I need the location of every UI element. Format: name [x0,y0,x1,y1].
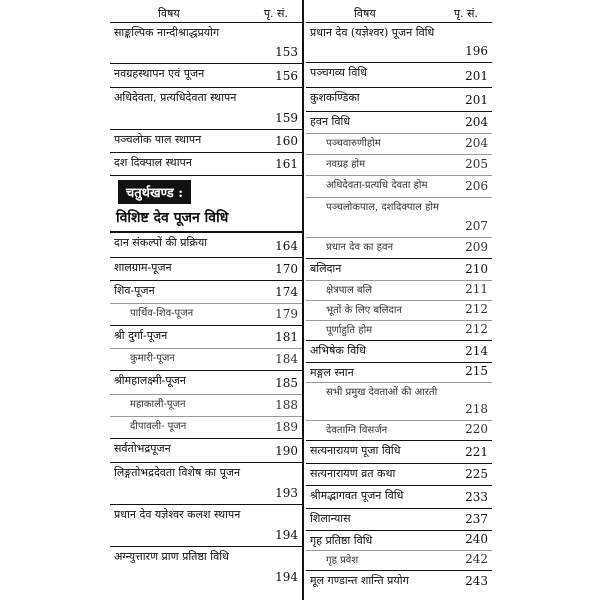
toc-entry [110,325,302,348]
entry-title: प्रधान देव का हवन [326,242,394,253]
entry-page-number: 212 [465,322,488,336]
entry-title: नवग्रहस्थापन एवं पूजन [114,67,205,80]
entry-title: शालग्राम-पूजन [114,261,172,274]
entry-page-number: 189 [275,420,298,434]
entry-page-number: 188 [275,398,298,412]
entry-title: अधिदेवता-प्रत्यधि देवता होम [326,180,428,191]
toc-entry [110,280,302,303]
entry-title: साङ्कल्पिक नान्दीश्राद्धप्रयोग [114,26,220,39]
section-banner: चतुर्थखण्ड : [118,180,191,204]
toc-entry [110,63,302,87]
right-toc-list [306,22,492,592]
toc-entry [306,530,492,550]
toc-subentry [306,133,492,154]
entry-title: गृह प्रतिष्ठा विधि [310,534,373,547]
entry-title: कुमारी-पूजन [130,353,175,364]
toc-entry [110,129,302,152]
entry-page-number: 221 [465,445,488,459]
toc-subentry [110,303,302,325]
toc-entry [110,370,302,394]
entry-title: मूल गण्डान्त शान्ति प्रयोग [310,574,409,587]
toc-subentry [306,154,492,175]
toc-entry [306,340,492,362]
toc-entry [110,22,302,63]
entry-page-number: 207 [465,219,488,233]
entry-title: प्रधान देव यज्ञेश्वर कलश स्थापन [114,508,241,521]
entry-page-number: 212 [465,302,488,316]
entry-title: अधिदेवता, प्रत्यधिदेवता स्थापन [114,91,237,104]
entry-page-number: 204 [465,136,488,150]
entry-title: नवग्रह होम [326,159,366,170]
toc-entry [306,463,492,485]
entry-page-number: 160 [275,134,298,148]
subject-heading: विषय [354,7,376,20]
entry-page-number: 206 [465,179,488,193]
entry-title: सर्वतोभद्रपूजन [114,442,171,455]
entry-title: दश दिक्पाल स्थापन [114,156,192,169]
toc-entry [110,438,302,462]
entry-page-number: 220 [465,422,488,436]
toc-entry [110,462,302,504]
toc-entry [306,440,492,463]
section-block [110,175,302,232]
entry-title: पञ्चलोकपाल, दशदिक्पाल होम [326,202,439,213]
entry-page-number: 159 [275,111,298,125]
toc-subentry [110,394,302,416]
entry-page-number: 181 [275,330,298,344]
left-toc-list-2 [110,232,302,588]
left-header [110,0,302,22]
toc-entry [110,546,302,588]
toc-subentry [306,300,492,320]
toc-subentry [306,320,492,340]
entry-title: महाकाली-पूजन [130,399,186,410]
toc-entry [110,504,302,546]
toc-subentry [306,550,492,570]
entry-title: श्रीमहालक्ष्मी-पूजन [114,374,186,387]
entry-page-number: 193 [275,486,298,500]
page-heading: पृ. सं. [263,7,288,20]
entry-page-number: 196 [465,44,488,58]
entry-page-number: 184 [275,352,298,366]
toc-subentry [110,348,302,370]
entry-title: पञ्चगव्य विधि [310,66,368,79]
entry-page-number: 240 [465,532,488,546]
entry-page-number: 179 [275,307,298,321]
entry-title: दान संकल्पों की प्रक्रिया [114,236,208,249]
toc-entry [306,362,492,382]
toc-subentry [306,237,492,258]
toc-subentry [110,416,302,438]
entry-title: लिङ्गतोभद्रदेवता विशेष का पूजन [114,466,241,479]
toc-entry [110,232,302,257]
toc-entry [110,87,302,129]
entry-page-number: 233 [465,490,488,504]
entry-page-number: 214 [465,344,488,358]
entry-page-number: 237 [465,512,488,526]
column-divider [302,0,304,600]
entry-page-number: 174 [275,285,298,299]
entry-title: क्षेत्रपाल बलि [326,285,372,296]
toc-subentry [306,280,492,300]
entry-title: बलिदान [310,262,342,275]
entry-title: पञ्चवारुणीहोम [326,138,381,149]
subject-heading: विषय [158,7,180,20]
toc-entry [306,87,492,111]
toc-entry [110,152,302,175]
right-header [306,0,492,22]
toc-entry [306,62,492,87]
entry-title: भूतों के लिए बलिदान [326,305,402,316]
entry-page-number: 161 [275,157,298,171]
entry-title: मङ्गल स्नान [310,366,354,379]
entry-title: दीपावली- पूजन [130,421,187,432]
page-heading: पृ. सं. [453,7,478,20]
toc-subentry [306,382,492,420]
entry-page-number: 243 [465,574,488,588]
entry-title: गृह प्रवेश [326,555,359,566]
entry-title: अभिषेक विधि [310,344,366,357]
entry-page-number: 201 [465,93,488,107]
entry-page-number: 190 [275,444,298,458]
entry-page-number: 211 [465,282,488,296]
entry-page-number: 201 [465,69,488,83]
entry-title: पार्थिव-शिव-पूजन [130,308,194,319]
entry-page-number: 215 [465,364,488,378]
entry-page-number: 185 [275,376,298,390]
entry-page-number: 204 [465,115,488,129]
entry-page-number: 156 [275,69,298,83]
toc-entry [306,22,492,62]
entry-title: देवताग्नि विसर्जन [326,425,388,436]
entry-title: श्रीमद्भागवत पूजन विधि [310,489,404,502]
entry-page-number: 218 [465,402,488,416]
left-toc-list [110,22,302,175]
toc-entry [306,111,492,133]
entry-page-number: 194 [275,570,298,584]
entry-title: सत्यनारायण पूजा विधि [310,444,401,457]
entry-title: पूर्णाहुति होम [326,325,373,336]
toc-entry [306,570,492,592]
right-column [306,0,492,600]
toc-subentry [306,420,492,440]
entry-title: सत्यनारायण व्रत कथा [310,467,396,480]
entry-page-number: 210 [465,262,488,276]
entry-page-number: 170 [275,262,298,276]
left-column [110,0,302,600]
toc-subentry [306,175,492,197]
entry-title: अग्न्युत्तारण प्राण प्रतिष्ठा विधि [114,550,229,563]
entry-title: सभी प्रमुख देवताओं की आरती [326,387,438,398]
toc-entry [306,258,492,280]
entry-page-number: 225 [465,467,488,481]
entry-title: कुशकण्डिका [310,91,360,104]
entry-title: प्रधान देव (यज्ञेश्वर) पूजन विधि [310,26,435,39]
entry-title: हवन विधि [310,115,351,128]
entry-page-number: 209 [465,240,488,254]
toc-entry [306,508,492,530]
section-title: विशिष्ट देव पूजन विधि [110,206,302,232]
entry-page-number: 194 [275,528,298,542]
entry-title: शिव-पूजन [114,284,155,297]
entry-page-number: 205 [465,157,488,171]
entry-page-number: 242 [465,552,488,566]
toc-entry [110,257,302,280]
toc-subentry [306,197,492,237]
entry-title: शिलान्यास [310,512,351,525]
toc-entry [306,485,492,508]
entry-title: पञ्चलोक पाल स्थापन [114,133,202,146]
entry-title: श्री दुर्गा-पूजन [114,329,168,342]
entry-page-number: 164 [275,239,298,253]
entry-page-number: 153 [275,45,298,59]
